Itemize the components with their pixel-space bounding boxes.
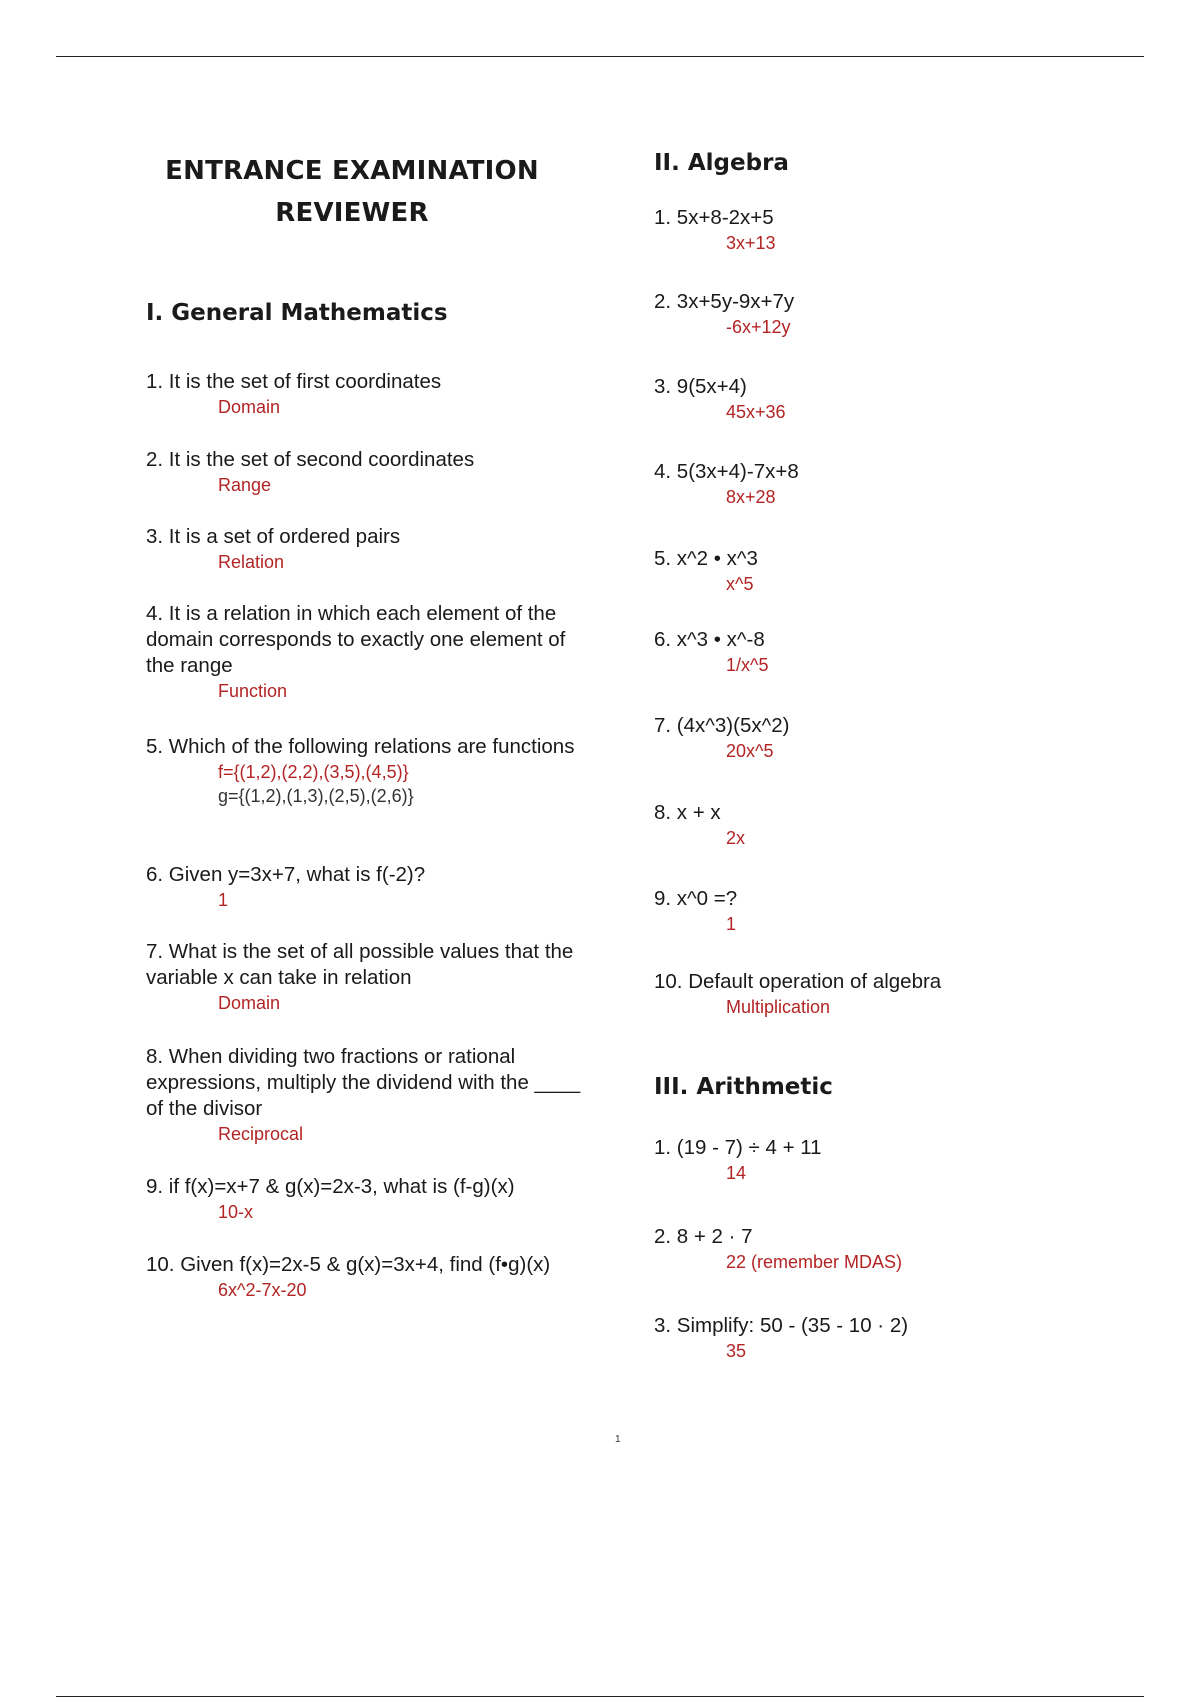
question-text: 1. 5x+8-2x+5	[654, 206, 774, 229]
answer-text: Function	[218, 681, 288, 701]
question-text: 2. It is the set of second coordinates	[146, 448, 475, 471]
answer-text: 1	[726, 914, 737, 934]
list-item	[654, 546, 1054, 596]
answer-text: Relation	[218, 552, 285, 572]
section-heading-arithmetic	[654, 1074, 1054, 1100]
question-text: 1. (19 - 7) ÷ 4 + 11	[654, 1136, 822, 1159]
list-item	[654, 205, 1054, 255]
left-column	[146, 150, 586, 1300]
answer-text-secondary: g={(1,2),(1,3),(2,5),(2,6)}	[218, 786, 414, 806]
answer-text: 2x	[726, 828, 746, 848]
document-title	[136, 150, 568, 234]
answer-text: 35	[726, 1341, 747, 1361]
list-item	[146, 369, 586, 419]
bottom-rule	[56, 1696, 1144, 1697]
list-item	[146, 939, 586, 1015]
question-text: 7. What is the set of all possible values that the variable x can take in relation	[146, 940, 574, 989]
question-text: 10. Given f(x)=2x-5 & g(x)=3x+4, find (f•g)(x)	[146, 1253, 551, 1276]
answer-text: Domain	[218, 993, 281, 1013]
answer-text: Multiplication	[726, 997, 831, 1017]
answer-text: 8x+28	[726, 487, 776, 507]
answer-text: 22 (remember MDAS)	[726, 1252, 903, 1272]
question-text: 8. x + x	[654, 801, 721, 824]
answer-text: x^5	[726, 574, 754, 594]
list-item	[654, 886, 1054, 936]
question-text: 3. 9(5x+4)	[654, 375, 747, 398]
section-title: II. Algebra	[654, 150, 789, 176]
question-text: 5. x^2 • x^3	[654, 547, 758, 570]
section-heading-general-math	[146, 300, 586, 326]
answer-text: 1	[218, 890, 229, 910]
section-title: I. General Mathematics	[146, 300, 448, 326]
answer-text: 3x+13	[726, 233, 776, 253]
question-text: 6. Given y=3x+7, what is f(-2)?	[146, 863, 426, 886]
list-item	[654, 1135, 1054, 1185]
question-text: 3. It is a set of ordered pairs	[146, 525, 401, 548]
title-line-2: REVIEWER	[275, 198, 429, 228]
list-item	[654, 627, 1054, 677]
list-item	[654, 969, 1054, 1019]
answer-text: Reciprocal	[218, 1124, 304, 1144]
answer-text: 45x+36	[726, 402, 786, 422]
answer-text: 6x^2-7x-20	[218, 1280, 307, 1300]
question-text: 4. 5(3x+4)-7x+8	[654, 460, 799, 483]
answer-text: 10-x	[218, 1202, 254, 1222]
question-text: 1. It is the set of first coordinates	[146, 370, 442, 393]
question-text: 2. 3x+5y-9x+7y	[654, 290, 795, 313]
list-item	[654, 1313, 1054, 1363]
answer-text: f={(1,2),(2,2),(3,5),(4,5)}	[218, 762, 409, 782]
title-line-1: ENTRANCE EXAMINATION	[165, 156, 539, 186]
list-item	[654, 459, 1054, 509]
question-text: 6. x^3 • x^-8	[654, 628, 765, 651]
list-item	[146, 447, 586, 497]
list-item	[654, 374, 1054, 424]
question-text: 2. 8 + 2 · 7	[654, 1225, 753, 1248]
question-text: 9. x^0 =?	[654, 887, 738, 910]
question-text: 7. (4x^3)(5x^2)	[654, 714, 790, 737]
question-text: 4. It is a relation in which each element of the domain corresponds to exactly one element of the range	[146, 602, 566, 677]
list-item	[146, 734, 586, 808]
list-item	[146, 524, 586, 574]
list-item	[146, 1252, 586, 1302]
top-rule	[56, 56, 1144, 57]
list-item	[654, 1224, 1054, 1274]
answer-text: 14	[726, 1163, 747, 1183]
answer-text: -6x+12y	[726, 317, 791, 337]
list-item	[146, 862, 586, 912]
section-heading-algebra	[654, 150, 1054, 176]
list-item	[654, 713, 1054, 763]
page-number: 1	[615, 1434, 621, 1445]
list-item	[146, 601, 586, 703]
list-item	[146, 1174, 586, 1224]
question-text: 8. When dividing two fractions or rational expressions, multiply the dividend with the ____ of the divisor	[146, 1045, 581, 1120]
question-text: 3. Simplify: 50 - (35 - 10 · 2)	[654, 1314, 909, 1337]
answer-text: 20x^5	[726, 741, 774, 761]
list-item	[654, 289, 1054, 339]
section-title: III. Arithmetic	[654, 1074, 833, 1100]
answer-text: Range	[218, 475, 272, 495]
list-item	[654, 800, 1054, 850]
answer-text: Domain	[218, 397, 281, 417]
list-item	[146, 1044, 586, 1146]
question-text: 5. Which of the following relations are functions	[146, 735, 575, 758]
question-text: 9. if f(x)=x+7 & g(x)=2x-3, what is (f-g)(x)	[146, 1175, 515, 1198]
answer-text: 1/x^5	[726, 655, 769, 675]
question-text: 10. Default operation of algebra	[654, 970, 942, 993]
